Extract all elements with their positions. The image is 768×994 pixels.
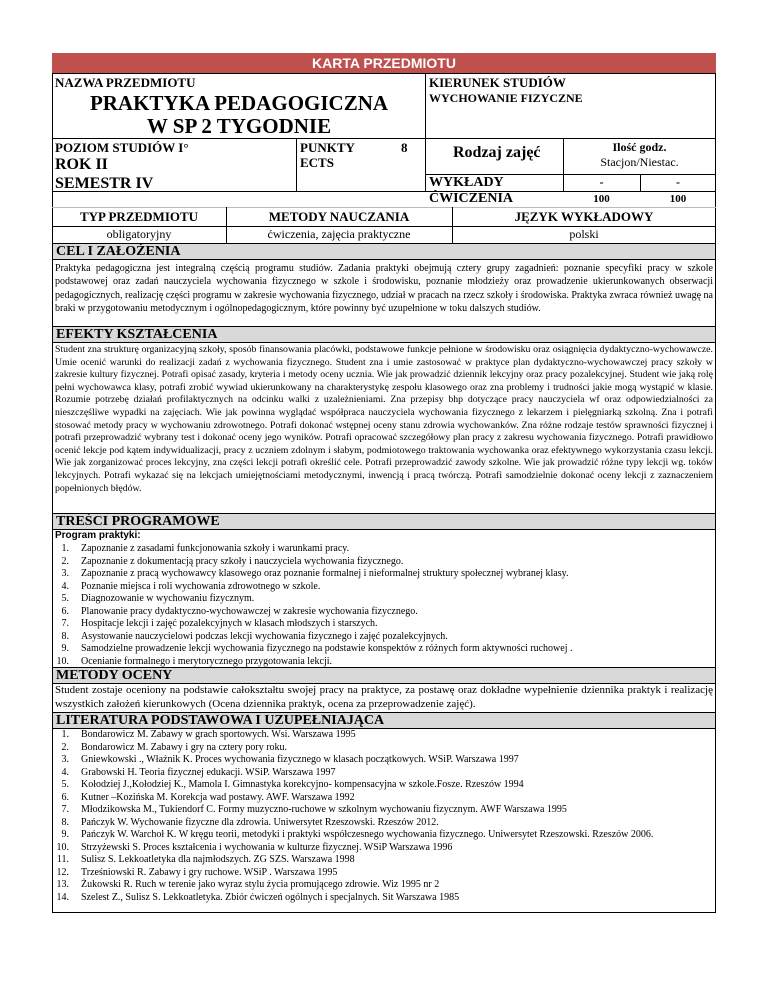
grid-divider — [425, 138, 716, 139]
literature-item — [55, 854, 713, 867]
literature-item-text: Sulisz S. Lekkoatletyka dla najmłodszych. ZG SZS. Warszawa 1998 — [81, 854, 355, 865]
program-item-text: Diagnozowanie w wychowaniu fizycznym. — [81, 593, 255, 604]
lectures-label: WYKŁADY — [429, 175, 504, 190]
program-item-number: 6. — [61, 605, 69, 617]
program-item-number: 10. — [56, 655, 69, 667]
literature-item-number: 7. — [61, 804, 69, 815]
program-item-text: Ocenianie formalnego i merytorycznego przygotowania lekcji. — [81, 655, 333, 667]
literature-item-number: 1. — [61, 729, 69, 740]
literature-item-text: Strzyżewski S. Proces kształcenia i wychowania w kulturze fizycznej. WSiP Warszawa 1996 — [81, 841, 453, 853]
literature-item-text: Pańczyk W. Wychowanie fizyczne dla zdrowia. Uniwersytet Rzeszowski. Rzeszów 2012. — [81, 816, 439, 828]
literature-item-number: 8. — [61, 816, 69, 828]
effects-text: Student zna strukturę organizacyjną szkoły, sposób finansowania placówki, podstawowe funkcje pełnione w środowisku oraz osiągnięcia dydaktyczno-wychowawcze. Umie ocenić warunki do realizacji zadań z wychowania fizycznego. Student zna i umie zastosować w praktyce plan dydaktyczno-wychowawczej pracy szkoły w zakresie kultury fizycznej. Potrafi opisać zasady, kryteria i metody oceny ucznia. Wie jak prowadzić dziennik lekcyjny oraz pracy pozalekcyjnej. Student wie jaką rolę pełni wychowawca klasy, potrafi zrobić wywiad ukierunkowany na charakterystykę zespołu klasowego oraz zna problemy i trudności jakie mogą wystąpić w klasie. Rozumie potrzebę działań profilaktycznych na odcinku walki z uzależnieniami. Zna przepisy bhp dotyczące pracy nauczyciela wf oraz odpowiedzialności za nieszczęśliwe wypadki na zajęciach. Wie jak powinna wyglądać współpraca nauczyciela wychowania fizycznego z lekarzem i pielęgniarką szkolną. Zna i potrafi stosować metody pracy w wychowaniu zdrowotnego. Potrafi dokonać wstępnej oceny stanu zdrowia wychowanków. Zna różne rodzaje testów sprawności fizycznej i potrafi przeprowadzić wybrany test i dokonać oceny jego wyników. Potrafi opracować szczegółowy plan pracy z zakresu wychowania fizycznego. Potrafi prawidłowo ocenić lekcje pod kątem indywidualizacji, pracy z uczniem zdolnym i słabym, podmiotowego traktowania wychowanka oraz efektywnego wykorzystania czasu lekcji. Wie jak zorganizować proces lekcyjny, zna części lekcji potrafi określić cele. Potrafi przeprowadzić zawody szkolne. Wie jak prowadzić różne typy lekcji wg. toków lekcyjnych. Potrafi wykazać się na lekcjach umiejętnościami metodycznymi, inwencją i pracą twórczą. Potrafi samodzielnie dokonać oceny lekcji z zaznaczeniem popełnionych błędów. — [55, 344, 713, 494]
program-item-text: Poznanie miejsca i roli wychowania zdrowotnego w szkole. — [81, 580, 321, 592]
language-value: polski — [569, 227, 599, 241]
literature-item-text: Grabowski H. Teoria fizycznej edukacji. WSiP. Warszawa 1997 — [81, 766, 336, 778]
grid-divider — [52, 138, 426, 139]
ects-label-2: ECTS — [300, 155, 334, 170]
literature-item-number: 9. — [61, 829, 69, 840]
effects-heading: EFEKTY KSZTAŁCENIA — [52, 326, 716, 343]
literature-item-number: 11. — [56, 854, 69, 865]
exercises-niestac: 100 — [669, 193, 687, 205]
grid-divider — [52, 207, 716, 208]
program-label: Program praktyki: — [55, 530, 141, 541]
literature-item — [55, 842, 713, 855]
literature-item — [55, 829, 713, 842]
exercises-stac: 100 — [593, 193, 610, 205]
grading-heading: METODY OCENY — [52, 667, 716, 684]
literature-heading: LITERATURA PODSTAWOWA I UZUPEŁNIAJĄCA — [52, 712, 716, 729]
literature-item-text: Bondarowicz M. Zabawy w grach sportowych. Wsi. Warszawa 1995 — [81, 729, 356, 740]
literature-item — [55, 817, 713, 830]
course-name-label: NAZWA PRZEDMIOTU — [55, 75, 196, 90]
literature-item-text: Pańczyk W. Warchoł K. W kręgu teorii, metodyki i praktyki współczesnego wychowania fizycznego. Uniwersytet Rzeszowski. Rzeszów 2006. — [81, 829, 654, 840]
literature-item-text: Kołodziej J.,Kołodziej K., Mamola I. Gimnastyka korekcyjno- kompensacyjna w szkole.Fosze. Rzeszów 1994 — [81, 779, 524, 790]
literature-item — [55, 779, 713, 792]
program-item-number: 5. — [61, 593, 69, 604]
program-item — [55, 581, 713, 594]
card-title: KARTA PRZEDMIOTU — [52, 53, 716, 73]
program-item — [55, 556, 713, 569]
literature-item — [55, 804, 713, 817]
program-item — [55, 631, 713, 644]
methods-value: ćwiczenia, zajęcia praktyczne — [267, 227, 411, 241]
literature-item-number: 2. — [61, 741, 69, 753]
literature-item-number: 10. — [56, 841, 69, 853]
lectures-niestac: - — [676, 175, 680, 189]
literature-item — [55, 867, 713, 880]
program-item — [55, 593, 713, 606]
hours-label-2: Stacjon/Niestac. — [600, 155, 679, 169]
program-item-number: 4. — [61, 580, 69, 592]
literature-item — [55, 742, 713, 755]
ects-label-1: PUNKTY — [300, 140, 355, 155]
program-item-number: 3. — [61, 568, 69, 579]
language-label: JĘZYK WYKŁADOWY — [514, 209, 654, 224]
year-value: ROK II — [55, 156, 108, 173]
ects-value: 8 — [401, 140, 408, 155]
type-value: obligatoryjny — [106, 227, 172, 241]
grid-divider — [296, 138, 297, 191]
literature-item-text: Gniewkowski ., Właźnik K. Proces wychowania fizycznego w klasach początkowych. WSiP. Warszawa 1997 — [81, 754, 519, 765]
program-list — [55, 543, 713, 668]
direction-label: KIERUNEK STUDIÓW — [429, 75, 566, 90]
literature-item-text: Żukowski R. Ruch w terenie jako wyraz stylu życia promującego zdrowie. Wiz 1995 nr 2 — [81, 879, 440, 890]
literature-item-text: Szelest Z., Sulisz S. Lekkoatletyka. Zbiór ćwiczeń ogólnych i specjalnych. Sit Warszawa 1985 — [81, 891, 460, 903]
literature-item — [55, 892, 713, 905]
hours-label-1: Ilość godz. — [612, 140, 667, 154]
course-name-line1: PRAKTYKA PEDAGOGICZNA — [89, 91, 389, 115]
exercises-label: ĆWICZENIA — [429, 191, 514, 206]
methods-label: METODY NAUCZANIA — [268, 209, 410, 224]
program-item-text: Hospitacje lekcji i zajęć pozalekcyjnych w klasach młodszych i starszych. — [81, 618, 378, 629]
literature-item-number: 12. — [56, 866, 69, 878]
goals-text: Praktyka pedagogiczna jest integralną częścią programu studiów. Zadania praktyki obejmują cztery grupy zagadnień: poznanie specyfiki pracy w szkole podstawowej oraz zadań nauczyciela wychowania fizycznego w szkole i środowisku, poznanie młodzieży oraz prowadzenie ukierunkowanych obserwacji pedagogicznych, realizację części programu w zakresie wychowania fizycznego, udział w pracach na rzecz szkoły i środowiska. Praktyka zwraca również uwagę na braki w przygotowaniu metodycznym i ogólnopedagogicznym, które powinny być uzupełnione w toku dalszych studiów. — [55, 263, 713, 314]
program-item-text: Planowanie pracy dydaktyczno-wychowawczej w zakresie wychowania fizycznego. — [81, 605, 418, 617]
literature-item-number: 6. — [61, 791, 69, 803]
literature-item-number: 13. — [56, 879, 69, 890]
grading-text: Student zostaje oceniony na podstawie całokształtu swojej pracy na praktyce, za postawę oraz dokładne wypełnienie dziennika praktyk i realizację wszystkich założeń kierunkowych (Ocena dziennika praktyk, ocena za przeprowadzenie zajęć). — [55, 684, 713, 710]
program-item — [55, 606, 713, 619]
program-item-number: 2. — [61, 555, 69, 567]
direction-value: WYCHOWANIE FIZYCZNE — [429, 91, 583, 105]
lectures-stac: - — [599, 175, 604, 189]
literature-item — [55, 729, 713, 742]
program-item — [55, 618, 713, 631]
program-item-text: Samodzielne prowadzenie lekcji wychowania fizycznego na podstawie konspektów z różnych form aktywności ruchowej . — [81, 643, 573, 654]
level-label: POZIOM STUDIÓW I° — [55, 140, 189, 155]
literature-item-number: 5. — [61, 779, 69, 790]
program-item — [55, 568, 713, 581]
literature-item — [55, 767, 713, 780]
program-item-text: Zapoznanie z zasadami funkcjonowania szkoły i warunkami pracy. — [81, 543, 350, 554]
program-item — [55, 643, 713, 656]
literature-item-number: 3. — [61, 754, 69, 765]
literature-item-text: Trześniowski R. Zabawy i gry ruchowe. WSiP . Warszawa 1995 — [81, 866, 338, 878]
program-item-number: 8. — [61, 630, 69, 642]
semester-value: SEMESTR IV — [55, 175, 154, 192]
literature-item-text: Bondarowicz M. Zabawy i gry na cztery pory roku. — [81, 741, 288, 753]
class-type-label: Rodzaj zajęć — [453, 144, 541, 161]
goals-heading: CEL I ZAŁOŻENIA — [52, 243, 716, 260]
program-item-number: 7. — [61, 618, 69, 629]
literature-item — [55, 754, 713, 767]
program-item-text: Zapoznanie z pracą wychowawcy klasowego oraz poznanie formalnej i nieformalnej struktury społecznej wybranej klasy. — [81, 568, 569, 579]
literature-item — [55, 792, 713, 805]
literature-item — [55, 879, 713, 892]
program-item-text: Asystowanie nauczycielowi podczas lekcji wychowania fizycznego i zajęć pozalekcyjnych. — [81, 630, 448, 642]
literature-item-number: 14. — [56, 891, 69, 903]
literature-item-text: Kutner –Kozińska M. Korekcja wad postawy. AWF. Warszawa 1992 — [81, 791, 355, 803]
course-name-line2: W SP 2 TYGODNIE — [146, 114, 332, 138]
program-item — [55, 543, 713, 556]
type-label: TYP PRZEDMIOTU — [79, 209, 199, 224]
program-item-number: 1. — [61, 543, 69, 554]
literature-list — [55, 729, 713, 904]
program-item-number: 9. — [61, 643, 69, 654]
program-item-text: Zapoznanie z dokumentacją pracy szkoły i nauczyciela wychowania fizycznego. — [81, 555, 404, 567]
content-heading: TREŚCI PROGRAMOWE — [52, 513, 716, 530]
literature-item-number: 4. — [61, 766, 69, 778]
literature-item-text: Młodzikowska M., Tukiendorf C. Formy muzyczno-ruchowe w szkolnym wychowaniu fizycznym. AWF Warszawa 1995 — [81, 804, 567, 815]
